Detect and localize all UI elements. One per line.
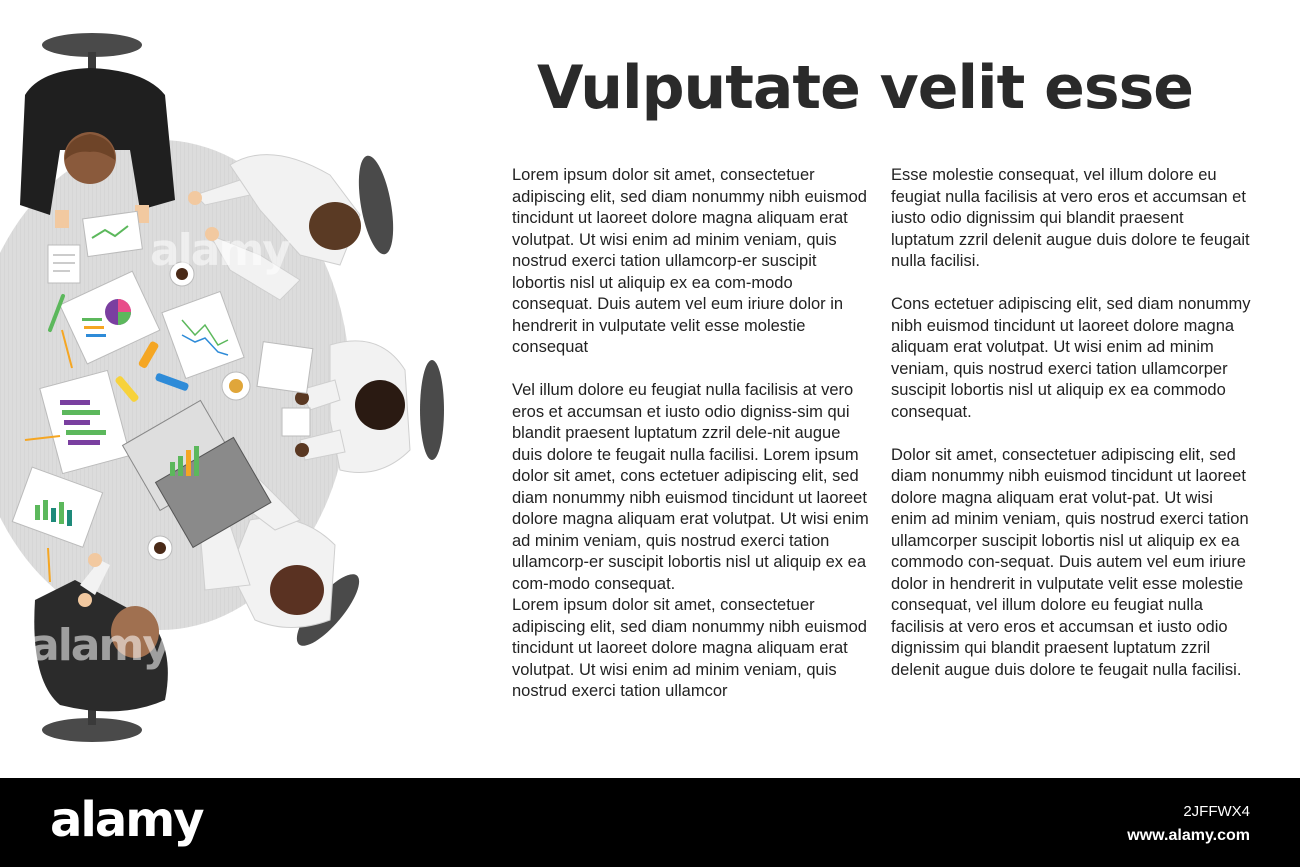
text-column-right	[891, 165, 1251, 703]
coffee-cup-2	[222, 372, 250, 400]
office-chair-right-1	[353, 153, 400, 257]
image-credit	[1127, 800, 1250, 848]
page-title: Vulputate velit esse	[537, 53, 1193, 123]
paragraph: Esse molestie consequat, vel illum dolore eu feugiat nulla facilisis at vero eros et accumsan et iusto odio dignissim qui blandit praesent luptatum zzril delenit augue duis dolore te feugait nulla facilisi.	[891, 166, 1250, 270]
paragraph: Lorem ipsum dolor sit amet, consectetuer adipiscing elit, sed diam nonummy nibh euismod tincidunt ut laoreet dolore magna aliquam erat volutpat. Ut wisi enim ad minim veniam, quis nostrud exerci tation ullamcor	[512, 596, 867, 700]
paragraph: Lorem ipsum dolor sit amet, consectetuer adipiscing elit, sed diam nonummy nibh euismod tincidunt ut laoreet dolore magna aliquam erat volutpat. Ut wisi enim ad minim veniam, quis nostrud exerci tation ullamcorp-er suscipit lobortis nisl ut aliquip ex ea com-modo consequat. Duis autem vel eum iriure dolor in hendrerit in vulputate velit esse molestie consequat	[512, 166, 867, 356]
stock-footer-bar	[0, 778, 1300, 867]
office-chair-right-2	[420, 360, 444, 460]
paragraph: Vel illum dolore eu feugiat nulla facilisis at vero eros et accumsan et iusto odio digniss-sim qui blandit praesent luptatum zzril dele-nit augue duis dolore te feugait nulla facilisi. Lorem ipsum dolor sit amet, cons ectetuer adipiscing elit, sed diam nonummy nibh euismod tincidunt ut laoreet dolore magna aliquam erat volutpat. Ut wisi enim ad minim veniam, quis nostrud exerci tation ullamcorp-er suscipit lobortis nisl ut aliquip ex ea com-modo consequat.	[512, 381, 869, 593]
coffee-cup-3	[148, 536, 172, 560]
watermark-1: alamy	[150, 225, 289, 276]
site-url: www.alamy.com	[1127, 827, 1250, 844]
office-chair-top	[42, 33, 142, 72]
paragraph: Dolor sit amet, consectetuer adipiscing elit, sed diam nonummy nibh euismod tincidunt ut laoreet dolore magna aliquam erat volut-pat. Ut wisi enim ad minim veniam, quis nostrud exerci tation ullamcorper suscipit lobortis nisl ut aliquip ex ea commodo con-sequat. Duis autem vel eum iriure dolor in hendrerit in vulputate velit esse molestie consequat, vel illum dolore eu feugiat nulla facilisis at vero eros et accumsan et iusto odio dignissim qui blandit praesent luptatum zzril delenit augue duis dolore te feugait nulla facilisi.	[891, 445, 1249, 679]
image-id: 2JFFWX4	[1183, 803, 1250, 820]
watermark-2: alamy	[30, 620, 169, 671]
text-column-left	[512, 165, 872, 724]
line-chart-document-small	[83, 211, 143, 256]
notes-document	[48, 245, 80, 283]
paragraph: Cons ectetuer adipiscing elit, sed diam nonummy nibh euismod tincidunt ut laoreet dolore magna aliquam erat volutpat. Ut wisi enim ad minim veniam, quis nostrud exerci tation ullamcorper suscipit lobortis nisl ut aliquip ex ea commodo consequat.	[891, 295, 1251, 421]
alamy-logo: alamy	[50, 792, 203, 848]
